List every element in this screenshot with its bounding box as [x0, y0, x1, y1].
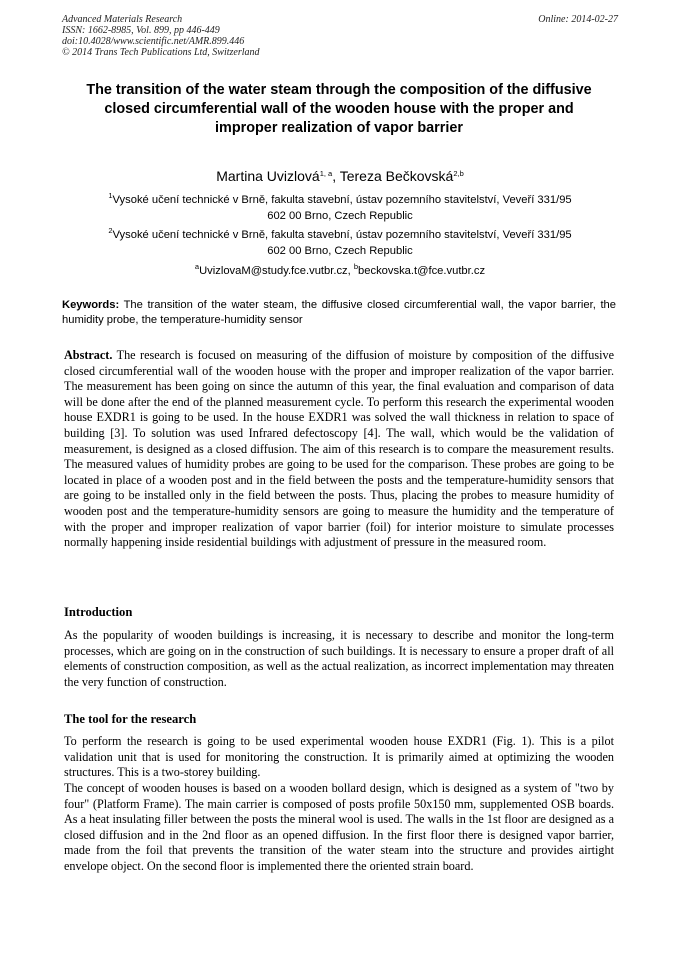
- abstract-text: The research is focused on measuring of the diffusion of moisture by composition of the diffusive closed circumferential wall of the wooden house with the proper and improper realization of the vapor barrier. The measurement has been going on since the autumn of this year, the final evaluation and comparison of data will be done after the end of the planned measurement cycle. To perform this research the experimental wooden house EXDR1 is going to be used. In the house EXDR1 was solved the wall thickness in relation to space of building [3]. To solution was used Infrared defectoscopy [4]. The wall, which would be the validation of measurement, is designed as a closed diffusion. The aim of this research is to compare the measurement results. The measured values of humidity probes are going to be used for the comparison. These probes are going to be located in place of a wooden post and in the field between the posts and the temperature-humidity sensors that are going to be installed only in the field between the posts. Thus, placing the probes to measure humidity of wooden post and the temperature-humidity sensors are going to measure the humidity and the temperature of with the proper and improper realization of vapor barrier (foil) for interior moisture to simulate processes normally happening inside residential buildings with adjustment of pressure in the measured room.: [64, 348, 614, 550]
- author-2: Tereza Bečkovská: [339, 168, 454, 184]
- abstract-block: [64, 348, 614, 551]
- keywords-label: Keywords:: [62, 299, 120, 311]
- email-b: beckovska.t@fce.vutbr.cz: [358, 265, 486, 277]
- keywords-block: [62, 298, 616, 328]
- journal-issn: ISSN: 1662-8985, Vol. 899, pp 446-449: [62, 25, 220, 36]
- email-a-marker: a: [194, 262, 200, 271]
- affiliation-2: [70, 227, 610, 259]
- affiliation-1-line-1: Vysoké učení technické v Brně, fakulta stavební, ústav pozemního stavitelství, Veveří 331/95: [112, 194, 572, 206]
- journal-doi: doi:10.4028/www.scientific.net/AMR.899.446: [62, 36, 245, 47]
- affiliation-1-line-2: 602 00 Brno, Czech Republic: [267, 210, 413, 222]
- author-line: [62, 167, 618, 185]
- journal-header: [62, 14, 618, 58]
- tool-paragraph-1: To perform the research is going to be used experimental wooden house EXDR1 (Fig. 1). This is a pilot validation unit that is used for monitoring the construction. It is primarily aimed at optimizing the wooden structures. This is a two-storey building.: [64, 734, 614, 780]
- affiliation-2-line-2: 602 00 Brno, Czech Republic: [267, 245, 413, 257]
- affiliation-1-marker: 1: [108, 191, 113, 200]
- affiliation-1: [70, 192, 610, 224]
- affiliation-2-line-1: Vysoké učení technické v Brně, fakulta stavební, ústav pozemního stavitelství, Veveří 331/95: [112, 229, 572, 241]
- journal-name: Advanced Materials Research: [62, 14, 183, 25]
- email-line: [62, 263, 618, 279]
- author-1-marker: 1, a: [319, 169, 333, 178]
- online-date: Online: 2014-02-27: [538, 14, 618, 25]
- paper-title: The transition of the water steam through the composition of the diffusive closed circumferential wall of the wooden house with the proper and improper realization of vapor barrier: [86, 82, 592, 136]
- tool-paragraph-2: The concept of wooden houses is based on a wooden bollard design, which is designed as a system of "two by four" (Platform Frame). The main carrier is composed of posts profile 50x150 mm, supplemented OSB boards. As a heat insulating filler between the posts the mineral wool is used. The walls in the 1st floor are designed as a closed diffusion and in the 2nd floor as an opened diffusion. In the first floor there is designed vapor barrier, made from the foil that prevents the transition of the water steam into the structure and provides airtight envelope object. On the second floor is implemented there the oriented strain board.: [64, 781, 614, 873]
- email-b-marker: b: [353, 262, 359, 271]
- email-a: UvizlovaM@study.fce.vutbr.cz,: [199, 265, 354, 277]
- author-1: Martina Uvizlová: [216, 168, 320, 184]
- journal-copyright: © 2014 Trans Tech Publications Ltd, Switzerland: [62, 47, 260, 58]
- author-separator: ,: [332, 168, 340, 184]
- affiliation-2-marker: 2: [108, 226, 113, 235]
- tool-heading: The tool for the research: [64, 712, 197, 726]
- abstract-label: Abstract.: [64, 348, 113, 362]
- introduction-paragraph: As the popularity of wooden buildings is increasing, it is necessary to describe and monitor the long-term processes, which are going on in the construction of such buildings. It is necessary to ensure a proper draft of all elements of construction composition, as well as the actual realization, as incorrect implementation may threaten the very function of construction.: [64, 628, 614, 689]
- introduction-heading: Introduction: [64, 605, 133, 619]
- keywords-text: The transition of the water steam, the diffusive closed circumferential wall, the vapor barrier, the humidity probe, the temperature-humidity sensor: [62, 299, 616, 326]
- author-2-marker: 2,b: [453, 169, 464, 178]
